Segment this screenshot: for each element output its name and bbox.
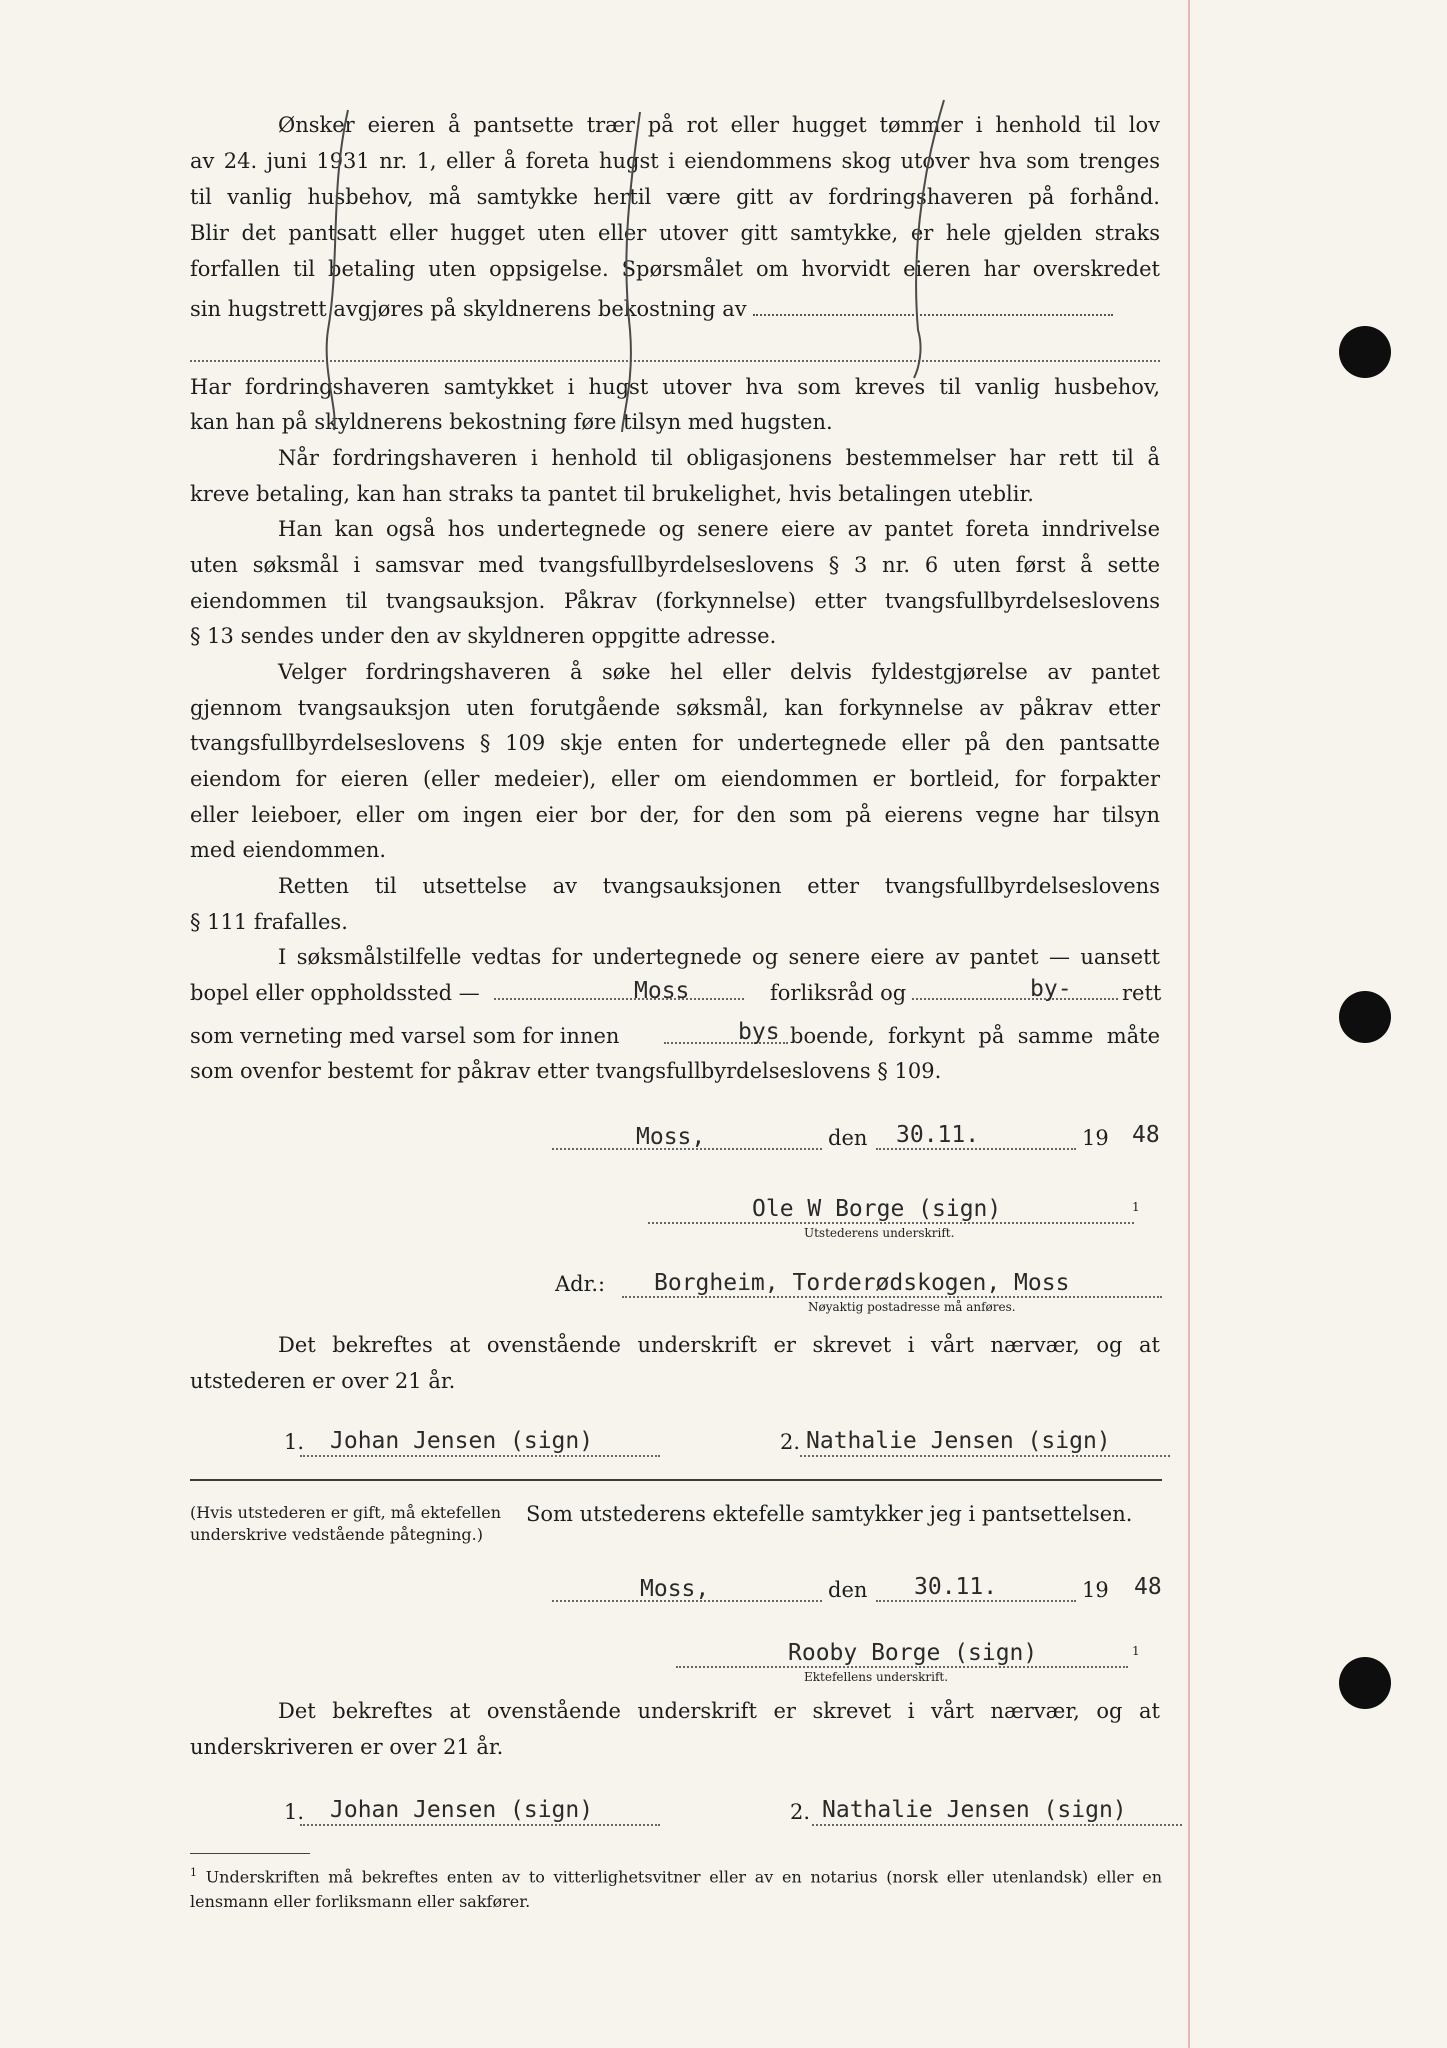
signature-line bbox=[300, 1824, 660, 1826]
footnote-ref: 1 bbox=[1132, 1200, 1140, 1214]
text-line: eller leieboer, eller om ingen eier bor der, for den som på eierens vegne har tilsyn bbox=[190, 803, 1160, 827]
text-span: Det bekreftes at ovenstående underskrift er skrevet i vårt nærvær, og at bbox=[278, 1699, 1160, 1723]
address-field: Borgheim, Torderødskogen, Moss bbox=[654, 1270, 1070, 1296]
signature-caption: Ektefellens underskrift. bbox=[804, 1670, 949, 1684]
date-field: 30.11. bbox=[914, 1574, 998, 1600]
forliksrad-place: Moss bbox=[634, 978, 690, 1004]
text-line: eiendommen til tvangsauksjon. Påkrav (forkynnelse) etter tvangsfullbyrdelseslovens bbox=[190, 589, 1160, 613]
issuer-signature: Ole W Borge (sign) bbox=[752, 1196, 1002, 1222]
text-span: som verneting med varsel som for innen bbox=[190, 1024, 620, 1048]
text-line bbox=[190, 108, 1160, 144]
spouse-consent: Som utstederens ektefelle samtykker jeg i pantsettelsen. bbox=[526, 1502, 1133, 1526]
text-span: forliksråd og bbox=[770, 981, 907, 1005]
witness2-name: Nathalie Jensen (sign) bbox=[806, 1428, 1111, 1454]
signature-line bbox=[676, 1666, 1128, 1668]
den-label: den bbox=[828, 1126, 868, 1150]
address-caption: Nøyaktig postadresse må anføres. bbox=[808, 1300, 1016, 1314]
punch-hole bbox=[1339, 991, 1391, 1043]
text-span: som ovenfor bestemt for påkrav etter tvangsfullbyrdelseslovens § 109. bbox=[190, 1059, 942, 1083]
witness-number: 2. bbox=[790, 1800, 811, 1824]
text-span: bopel eller oppholdssted — bbox=[190, 981, 480, 1005]
text-line bbox=[190, 869, 1160, 905]
witness1-name: Johan Jensen (sign) bbox=[330, 1797, 594, 1823]
text-line: § 111 frafalles. bbox=[190, 910, 348, 934]
text-line bbox=[190, 1328, 1160, 1364]
text-span: Han kan også hos undertegnede og senere eiere av pantet foreta inndrivelse bbox=[278, 517, 1160, 541]
signature-line bbox=[648, 1222, 1134, 1224]
text-span: I søksmålstilfelle vedtas for undertegnede og senere eiere av pantet — uansett bbox=[278, 945, 1160, 969]
witness-number: 2. bbox=[780, 1430, 801, 1454]
text-span: rett bbox=[1122, 981, 1162, 1005]
fill-line bbox=[622, 1296, 1162, 1298]
text-line: Blir det pantsatt eller hugget uten eller utover gitt samtykke, er hele gjelden straks bbox=[190, 221, 1160, 245]
text-line: gjennom tvangsauksjon uten forutgående søksmål, kan forkynnelse av påkrav etter bbox=[190, 696, 1160, 720]
text-span: Når fordringshaveren i henhold til obligasjonens bestemmelser har rett til å bbox=[278, 446, 1160, 470]
text-span: sin hugstrett avgjøres på skyldnerens bekostning av bbox=[190, 297, 747, 321]
fill-line bbox=[876, 1600, 1076, 1602]
text-span: Retten til utsettelse av tvangsauksjonen etter tvangsfullbyrdelseslovens bbox=[278, 874, 1160, 898]
text-line: med eiendommen. bbox=[190, 838, 387, 862]
text-line: uten søksmål i samsvar med tvangsfullbyrdelseslovens § 3 nr. 6 uten først å sette bbox=[190, 553, 1160, 577]
year-prefix: 19 bbox=[1082, 1126, 1109, 1150]
adr-label: Adr.: bbox=[555, 1272, 606, 1296]
witness1-name: Johan Jensen (sign) bbox=[330, 1428, 594, 1454]
signature-caption: Utstederens underskrift. bbox=[804, 1226, 955, 1240]
punch-hole bbox=[1339, 326, 1391, 378]
text-line bbox=[190, 940, 1160, 976]
place-field: Moss, bbox=[636, 1124, 706, 1150]
signature-line bbox=[800, 1455, 1170, 1457]
footnote bbox=[190, 1860, 1162, 1914]
text-line: kan han på skyldnerens bekostning føre tilsyn med hugsten. bbox=[190, 410, 833, 434]
text-line: § 13 sendes under den av skyldneren oppgitte adresse. bbox=[190, 624, 777, 648]
fill-line bbox=[753, 313, 1113, 316]
text-line: kreve betaling, kan han straks ta pantet til brukelighet, hvis betalingen uteblir. bbox=[190, 482, 1034, 506]
text-line bbox=[190, 292, 1160, 328]
footnote-ref: 1 bbox=[1132, 1644, 1140, 1658]
text-span: Ønsker eieren å pantsette trær på rot eller hugget tømmer i henhold til lov bbox=[278, 113, 1160, 137]
text-line bbox=[190, 1694, 1160, 1730]
text-line: utstederen er over 21 år. bbox=[190, 1369, 456, 1393]
year-suffix: 48 bbox=[1134, 1574, 1162, 1600]
text-line: Har fordringshaveren samtykket i hugst utover hva som kreves til vanlig husbehov, bbox=[190, 375, 1160, 399]
innen-prefix: bys bbox=[738, 1019, 780, 1045]
witness-number: 1. bbox=[284, 1430, 305, 1454]
text-line: til vanlig husbehov, må samtykke hertil være gitt av fordringshaveren på forhånd. bbox=[190, 185, 1160, 209]
date-field: 30.11. bbox=[896, 1122, 980, 1148]
footnote-text: Underskriften må bekreftes enten av to vitterlighetsvitner eller av en notarius (norsk eller utenlandsk) eller en lensmann eller forliksmann eller sakfører. bbox=[190, 1867, 1163, 1912]
spouse-signature: Rooby Borge (sign) bbox=[788, 1640, 1038, 1666]
text-line bbox=[190, 512, 1160, 548]
fill-line bbox=[876, 1148, 1076, 1150]
signature-line bbox=[300, 1455, 660, 1457]
year-prefix: 19 bbox=[1082, 1578, 1109, 1602]
text-line: av 24. juni 1931 nr. 1, eller å foreta hugst i eiendommens skog utover hva som trenges bbox=[190, 149, 1160, 173]
fill-line bbox=[494, 998, 744, 1000]
text-span: boende, forkynt på samme måte bbox=[790, 1024, 1160, 1048]
text-line: underskriveren er over 21 år. bbox=[190, 1735, 504, 1759]
footnote-rule bbox=[190, 1853, 310, 1854]
witness2-name: Nathalie Jensen (sign) bbox=[822, 1797, 1127, 1823]
text-line: tvangsfullbyrdelseslovens § 109 skje enten for undertegnede eller på den pantsatte bbox=[190, 731, 1160, 755]
text-span: Det bekreftes at ovenstående underskrift er skrevet i vårt nærvær, og at bbox=[278, 1333, 1160, 1357]
den-label: den bbox=[828, 1578, 868, 1602]
text-line: forfallen til betaling uten oppsigelse. Spørsmålet om hvorvidt eieren har overskredet bbox=[190, 257, 1160, 281]
text-line bbox=[190, 655, 1160, 691]
punch-hole bbox=[1339, 1657, 1391, 1709]
witness-number: 1. bbox=[284, 1800, 305, 1824]
text-span: Velger fordringshaveren å søke hel eller delvis fyldestgjørelse av pantet bbox=[278, 660, 1160, 684]
section-rule bbox=[190, 1479, 1162, 1481]
spouse-note: (Hvis utstederen er gift, må ektefellen underskrive vedstående påtegning.) bbox=[190, 1503, 502, 1544]
place-field: Moss, bbox=[640, 1576, 710, 1602]
margin-line bbox=[1188, 0, 1190, 2048]
text-line bbox=[190, 441, 1160, 477]
footnote-mark: 1 bbox=[190, 1866, 197, 1879]
signature-line bbox=[812, 1824, 1182, 1826]
fill-line bbox=[190, 360, 1160, 362]
rett-prefix: by- bbox=[1030, 976, 1072, 1002]
text-line: eiendom for eieren (eller medeier), eller om eiendommen er bortleid, for forpakter bbox=[190, 767, 1160, 791]
year-suffix: 48 bbox=[1132, 1122, 1160, 1148]
fill-line bbox=[912, 998, 1118, 1000]
